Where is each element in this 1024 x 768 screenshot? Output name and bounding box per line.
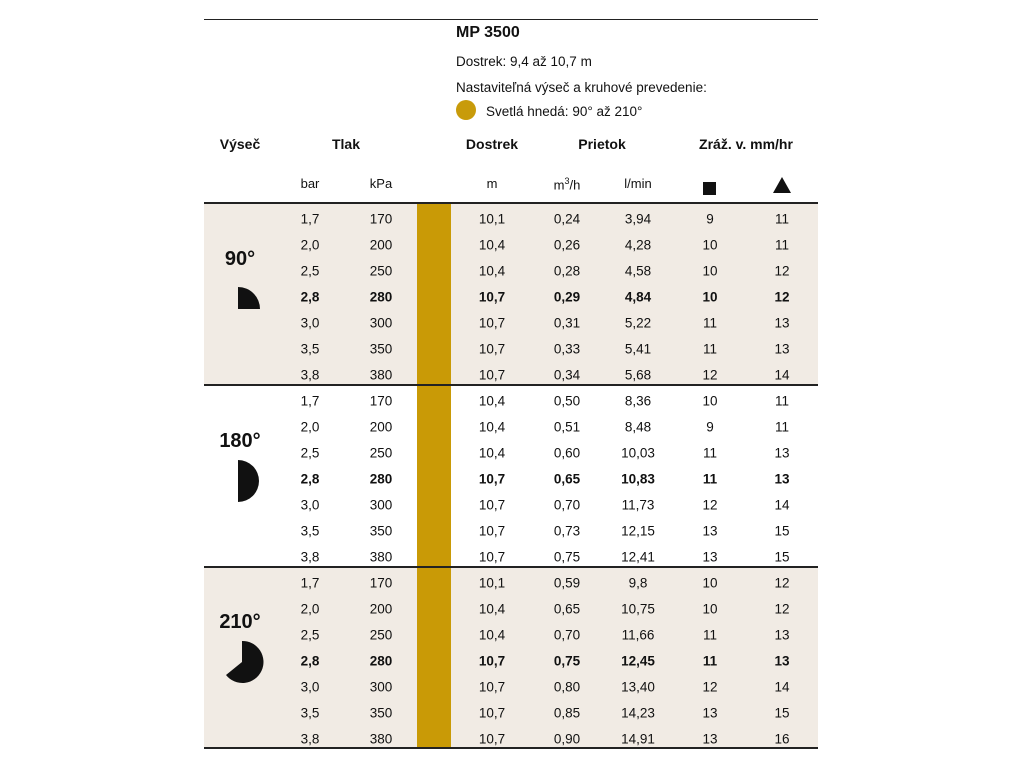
unit-lmin: l/min bbox=[624, 176, 652, 191]
cell-precip-square: 13 bbox=[702, 549, 718, 565]
cell-pressure-bar: 2,0 bbox=[300, 419, 320, 435]
cell-pressure-bar: 3,8 bbox=[300, 731, 320, 747]
cell-pressure-bar: 2,5 bbox=[300, 445, 320, 461]
cell-radius-m: 10,7 bbox=[478, 289, 506, 305]
cell-flow-lmin: 14,23 bbox=[621, 705, 655, 721]
cell-precip-square: 10 bbox=[702, 601, 718, 617]
cell-flow-lmin: 4,84 bbox=[624, 289, 652, 305]
cell-precip-triangle: 16 bbox=[774, 731, 790, 747]
group-band bbox=[204, 203, 818, 385]
table-rule bbox=[204, 384, 818, 386]
cell-pressure-kpa: 300 bbox=[369, 679, 393, 695]
cell-flow-m3h: 0,70 bbox=[553, 627, 581, 643]
cell-flow-lmin: 12,45 bbox=[621, 653, 655, 669]
cell-flow-lmin: 8,48 bbox=[624, 419, 652, 435]
cell-flow-lmin: 5,41 bbox=[624, 341, 652, 357]
square-spacing-icon bbox=[703, 182, 716, 195]
cell-flow-m3h: 0,65 bbox=[553, 601, 581, 617]
cell-radius-m: 10,7 bbox=[478, 497, 506, 513]
cell-pressure-kpa: 250 bbox=[369, 263, 393, 279]
cell-flow-lmin: 4,58 bbox=[624, 263, 652, 279]
cell-precip-square: 11 bbox=[702, 341, 718, 357]
cell-radius-m: 10,7 bbox=[478, 523, 506, 539]
cell-precip-triangle: 13 bbox=[774, 445, 790, 461]
cell-precip-square: 10 bbox=[702, 575, 718, 591]
cell-precip-square: 11 bbox=[702, 445, 718, 461]
cell-pressure-bar: 3,8 bbox=[300, 549, 320, 565]
cell-pressure-bar: 3,0 bbox=[300, 315, 320, 331]
cell-flow-lmin: 14,91 bbox=[621, 731, 655, 747]
cell-pressure-bar: 2,0 bbox=[300, 237, 320, 253]
top-rule bbox=[204, 19, 818, 20]
cell-precip-square: 13 bbox=[702, 731, 718, 747]
cell-precip-triangle: 12 bbox=[774, 601, 790, 617]
unit-m3h bbox=[554, 176, 581, 192]
cell-pressure-kpa: 200 bbox=[369, 419, 393, 435]
model-title: MP 3500 bbox=[456, 24, 520, 41]
cell-pressure-kpa: 170 bbox=[369, 575, 393, 591]
cell-flow-lmin: 13,40 bbox=[621, 679, 655, 695]
cell-pressure-bar: 2,5 bbox=[300, 627, 320, 643]
cell-flow-lmin: 9,8 bbox=[628, 575, 648, 591]
cell-precip-triangle: 15 bbox=[774, 549, 790, 565]
cell-radius-m: 10,7 bbox=[478, 679, 506, 695]
cell-pressure-bar: 3,5 bbox=[300, 523, 320, 539]
cell-precip-triangle: 13 bbox=[774, 653, 790, 669]
quarter-circle-icon bbox=[236, 285, 262, 316]
cell-precip-triangle: 11 bbox=[774, 393, 790, 409]
cell-precip-triangle: 12 bbox=[774, 575, 790, 591]
cell-precip-triangle: 13 bbox=[774, 315, 790, 331]
cell-radius-m: 10,1 bbox=[478, 575, 506, 591]
cell-pressure-kpa: 280 bbox=[369, 653, 393, 669]
cell-precip-square: 10 bbox=[702, 289, 718, 305]
cell-precip-square: 9 bbox=[706, 419, 714, 435]
cell-pressure-kpa: 200 bbox=[369, 601, 393, 617]
cell-precip-square: 10 bbox=[702, 237, 718, 253]
unit-bar: bar bbox=[300, 176, 320, 191]
cell-flow-lmin: 11,66 bbox=[621, 627, 655, 643]
cell-radius-m: 10,4 bbox=[478, 419, 506, 435]
cell-flow-lmin: 10,83 bbox=[621, 471, 655, 487]
arc-label: 210° bbox=[219, 611, 261, 633]
cell-flow-m3h: 0,60 bbox=[553, 445, 581, 461]
cell-pressure-kpa: 380 bbox=[369, 549, 393, 565]
unit-m: m bbox=[486, 176, 498, 191]
cell-flow-lmin: 11,73 bbox=[621, 497, 655, 513]
cell-pressure-kpa: 350 bbox=[369, 341, 393, 357]
cell-pressure-bar: 3,5 bbox=[300, 341, 320, 357]
unit-m3h-sup: 3 bbox=[564, 176, 570, 186]
cell-pressure-kpa: 380 bbox=[369, 731, 393, 747]
table-rule bbox=[204, 747, 818, 749]
cell-precip-square: 12 bbox=[702, 497, 718, 513]
cell-precip-triangle: 12 bbox=[774, 289, 790, 305]
cell-flow-m3h: 0,65 bbox=[553, 471, 581, 487]
color-swatch-icon bbox=[456, 100, 476, 120]
cell-pressure-bar: 2,5 bbox=[300, 263, 320, 279]
adjustable-text: Nastaviteľná výseč a kruhové prevedenie: bbox=[456, 80, 707, 95]
cell-pressure-bar: 3,0 bbox=[300, 497, 320, 513]
cell-flow-m3h: 0,33 bbox=[553, 341, 581, 357]
cell-flow-lmin: 12,41 bbox=[621, 549, 655, 565]
cell-radius-m: 10,7 bbox=[478, 341, 506, 357]
cell-pressure-bar: 2,8 bbox=[300, 653, 320, 669]
cell-pressure-kpa: 280 bbox=[369, 471, 393, 487]
cell-precip-triangle: 15 bbox=[774, 523, 790, 539]
cell-radius-m: 10,1 bbox=[478, 211, 506, 227]
cell-pressure-kpa: 280 bbox=[369, 289, 393, 305]
cell-flow-lmin: 10,03 bbox=[621, 445, 655, 461]
cell-flow-m3h: 0,75 bbox=[553, 653, 581, 669]
cell-pressure-bar: 3,0 bbox=[300, 679, 320, 695]
cell-precip-square: 11 bbox=[702, 315, 718, 331]
cell-radius-m: 10,4 bbox=[478, 445, 506, 461]
cell-radius-m: 10,4 bbox=[478, 601, 506, 617]
cell-pressure-kpa: 170 bbox=[369, 393, 393, 409]
cell-precip-triangle: 11 bbox=[774, 237, 790, 253]
cell-flow-m3h: 0,31 bbox=[553, 315, 581, 331]
triangle-spacing-icon bbox=[773, 177, 791, 193]
cell-pressure-kpa: 300 bbox=[369, 315, 393, 331]
cell-precip-square: 10 bbox=[702, 393, 718, 409]
cell-pressure-bar: 2,8 bbox=[300, 471, 320, 487]
cell-precip-square: 11 bbox=[702, 627, 718, 643]
cell-pressure-kpa: 350 bbox=[369, 523, 393, 539]
cell-radius-m: 10,7 bbox=[478, 653, 506, 669]
cell-pressure-bar: 1,7 bbox=[300, 393, 320, 409]
cell-flow-lmin: 3,94 bbox=[624, 211, 652, 227]
cell-precip-square: 10 bbox=[702, 263, 718, 279]
arc-label: 180° bbox=[219, 430, 261, 452]
cell-precip-square: 13 bbox=[702, 523, 718, 539]
cell-flow-m3h: 0,50 bbox=[553, 393, 581, 409]
group-band bbox=[204, 567, 818, 747]
cell-flow-m3h: 0,28 bbox=[553, 263, 581, 279]
cell-precip-square: 12 bbox=[702, 367, 718, 383]
cell-flow-lmin: 8,36 bbox=[624, 393, 652, 409]
cell-flow-lmin: 12,15 bbox=[621, 523, 655, 539]
cell-radius-m: 10,7 bbox=[478, 705, 506, 721]
cell-pressure-kpa: 300 bbox=[369, 497, 393, 513]
header-radius: Dostrek bbox=[465, 136, 519, 152]
cell-radius-m: 10,7 bbox=[478, 549, 506, 565]
cell-radius-m: 10,7 bbox=[478, 367, 506, 383]
cell-precip-square: 9 bbox=[706, 211, 714, 227]
cell-precip-triangle: 11 bbox=[774, 419, 790, 435]
cell-flow-lmin: 5,68 bbox=[624, 367, 652, 383]
cell-pressure-bar: 2,0 bbox=[300, 601, 320, 617]
cell-flow-m3h: 0,73 bbox=[553, 523, 581, 539]
cell-pressure-kpa: 200 bbox=[369, 237, 393, 253]
cell-flow-m3h: 0,85 bbox=[553, 705, 581, 721]
cell-pressure-kpa: 170 bbox=[369, 211, 393, 227]
cell-pressure-kpa: 250 bbox=[369, 445, 393, 461]
cell-flow-lmin: 10,75 bbox=[621, 601, 655, 617]
header-precip: Zráž. v. mm/hr bbox=[699, 136, 793, 152]
cell-precip-square: 12 bbox=[702, 679, 718, 695]
cell-flow-lmin: 5,22 bbox=[624, 315, 652, 331]
header-flow: Prietok bbox=[578, 136, 626, 152]
cell-pressure-kpa: 250 bbox=[369, 627, 393, 643]
cell-precip-triangle: 14 bbox=[774, 367, 790, 383]
cell-flow-m3h: 0,26 bbox=[553, 237, 581, 253]
cell-pressure-kpa: 350 bbox=[369, 705, 393, 721]
cell-precip-triangle: 13 bbox=[774, 471, 790, 487]
cell-precip-square: 11 bbox=[702, 471, 718, 487]
unit-m3h-base: m bbox=[553, 177, 565, 193]
cell-radius-m: 10,4 bbox=[478, 263, 506, 279]
unit-m3h-tail: /h bbox=[569, 177, 581, 193]
nozzle-color-bar bbox=[417, 203, 451, 748]
cell-flow-m3h: 0,29 bbox=[553, 289, 581, 305]
cell-flow-m3h: 0,70 bbox=[553, 497, 581, 513]
cell-precip-triangle: 13 bbox=[774, 341, 790, 357]
cell-flow-lmin: 4,28 bbox=[624, 237, 652, 253]
cell-precip-triangle: 15 bbox=[774, 705, 790, 721]
cell-pressure-bar: 2,8 bbox=[300, 289, 320, 305]
cell-pressure-kpa: 380 bbox=[369, 367, 393, 383]
cell-flow-m3h: 0,90 bbox=[553, 731, 581, 747]
cell-pressure-bar: 1,7 bbox=[300, 575, 320, 591]
cell-flow-m3h: 0,75 bbox=[553, 549, 581, 565]
cell-flow-m3h: 0,59 bbox=[553, 575, 581, 591]
cell-flow-m3h: 0,24 bbox=[553, 211, 581, 227]
unit-kpa: kPa bbox=[369, 176, 393, 191]
cell-flow-m3h: 0,34 bbox=[553, 367, 581, 383]
cell-pressure-bar: 3,5 bbox=[300, 705, 320, 721]
cell-radius-m: 10,4 bbox=[478, 393, 506, 409]
cell-precip-triangle: 14 bbox=[774, 679, 790, 695]
sector-210-icon bbox=[226, 639, 264, 690]
cell-precip-triangle: 13 bbox=[774, 627, 790, 643]
cell-radius-m: 10,4 bbox=[478, 237, 506, 253]
color-label: Svetlá hnedá: 90° až 210° bbox=[486, 104, 643, 119]
cell-flow-m3h: 0,80 bbox=[553, 679, 581, 695]
cell-pressure-bar: 1,7 bbox=[300, 211, 320, 227]
cell-precip-square: 13 bbox=[702, 705, 718, 721]
arc-label: 90° bbox=[224, 248, 256, 270]
cell-pressure-bar: 3,8 bbox=[300, 367, 320, 383]
half-circle-icon bbox=[236, 458, 262, 509]
range-text: Dostrek: 9,4 až 10,7 m bbox=[456, 54, 592, 69]
cell-precip-triangle: 12 bbox=[774, 263, 790, 279]
table-rule bbox=[204, 202, 818, 204]
cell-radius-m: 10,7 bbox=[478, 315, 506, 331]
cell-flow-m3h: 0,51 bbox=[553, 419, 581, 435]
cell-radius-m: 10,7 bbox=[478, 471, 506, 487]
cell-radius-m: 10,7 bbox=[478, 731, 506, 747]
cell-precip-square: 11 bbox=[702, 653, 718, 669]
table-rule bbox=[204, 566, 818, 568]
header-pressure: Tlak bbox=[331, 136, 361, 152]
header-arc: Výseč bbox=[219, 136, 261, 152]
cell-precip-triangle: 11 bbox=[774, 211, 790, 227]
cell-radius-m: 10,4 bbox=[478, 627, 506, 643]
cell-precip-triangle: 14 bbox=[774, 497, 790, 513]
